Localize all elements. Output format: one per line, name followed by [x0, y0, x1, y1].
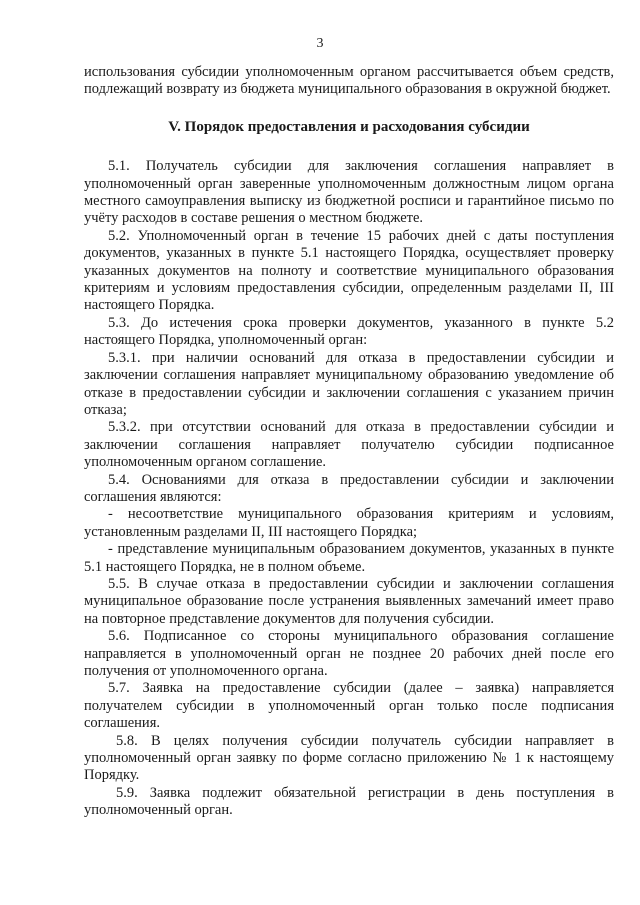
paragraph-5-3-1: 5.3.1. при наличии оснований для отказа в предоставлении субсидии и заключении соглашения направляет муниципальному образованию уведомление об отказе в предоставлении субсидии и заключении соглашения с указанием причин отказа;	[84, 349, 614, 418]
paragraph-5-3-2: 5.3.2. при отсутствии оснований для отказа в предоставлении субсидии и заключении соглашения направляет получателю субсидии подписанное уполномоченным органом соглашение.	[84, 419, 614, 471]
paragraph-5-8: 5.8. В целях получения субсидии получатель субсидии направляет в уполномоченный орган заявку по форме согласно приложению № 1 к настоящему Порядку.	[84, 732, 614, 784]
paragraph-5-2: 5.2. Уполномоченный орган в течение 15 рабочих дней с даты поступления документов, указанных в пункте 5.1 настоящего Порядка, осуществляет проверку указанных документов на полноту и соответствие муниципального образования критериям и условиям предоставления субсидии, определенным разделами II, III настоящего Порядка.	[84, 227, 614, 314]
paragraph-5-1: 5.1. Получатель субсидии для заключения соглашения направляет в уполномоченный орган заверенные уполномоченным должностным лицом органа местного самоуправления выписку из бюджетной росписи и гарантийное письмо по учёту расходов в составе решения о местном бюджете.	[84, 158, 614, 227]
paragraph-5-7: 5.7. Заявка на предоставление субсидии (далее – заявка) направляется получателем субсидии в уполномоченный орган только после подписания соглашения.	[84, 680, 614, 732]
paragraph-5-9: 5.9. Заявка подлежит обязательной регистрации в день поступления в уполномоченный орган.	[84, 784, 614, 819]
paragraph-5-6: 5.6. Подписанное со стороны муниципального образования соглашение направляется в уполномоченный орган не позднее 20 рабочих дней после его получения от уполномоченного органа.	[84, 628, 614, 679]
list-item-criteria: - несоответствие муниципального образования критериям и условиям, установленным разделами II, III настоящего Порядка;	[84, 506, 614, 540]
intro-paragraph: использования субсидии уполномоченным органом рассчитывается объем средств, подлежащий возврату из бюджета муниципального образования в окружной бюджет.	[84, 64, 614, 98]
list-item-documents: - представление муниципальным образованием документов, указанных в пункте 5.1 настоящего Порядка, не в полном объеме.	[84, 541, 614, 575]
document-body	[84, 64, 614, 820]
paragraph-5-3: 5.3. До истечения срока проверки документов, указанного в пункте 5.2 настоящего Порядка, уполномоченный орган:	[84, 314, 614, 349]
section-heading: V. Порядок предоставления и расходования субсидии	[168, 118, 530, 135]
page-number: 3	[316, 36, 324, 51]
paragraph-5-5: 5.5. В случае отказа в предоставлении субсидии и заключении соглашения муниципальное образование после устранения выявленных замечаний имеет право на повторное представление документов для получения субсидии.	[84, 575, 614, 627]
paragraph-5-4: 5.4. Основаниями для отказа в предоставлении субсидии и заключении соглашения являются:	[84, 471, 614, 505]
